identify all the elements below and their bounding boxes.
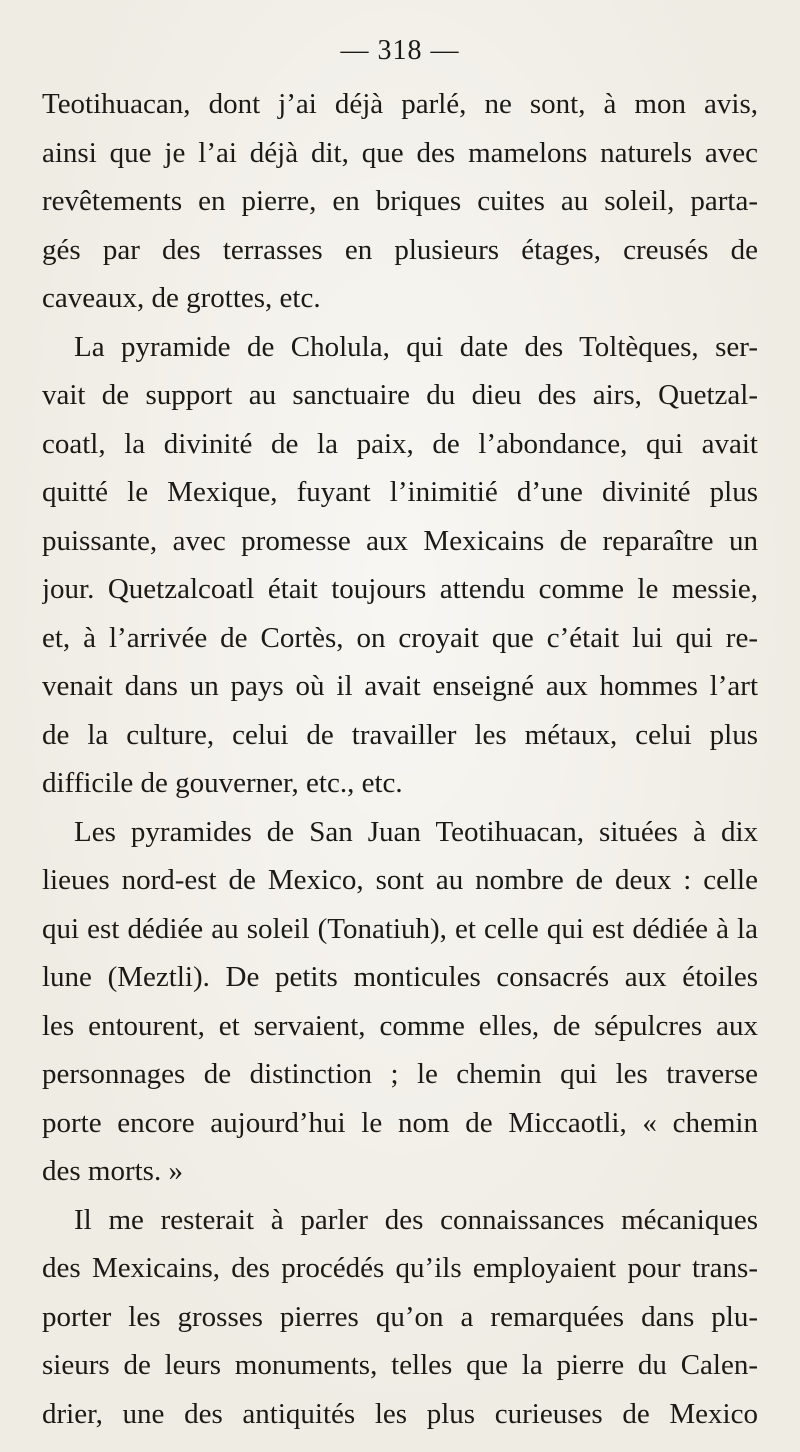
text-line: La pyramide de Cholula, qui date des Toltèques, ser- bbox=[74, 330, 758, 363]
text-line: les entourent, et servaient, comme elles, de sépulcres aux bbox=[42, 1009, 758, 1042]
text-line: des morts. » bbox=[42, 1155, 183, 1187]
text-line: de la culture, celui de travailler les métaux, celui plus bbox=[42, 718, 758, 751]
paragraph-2 bbox=[42, 323, 758, 808]
text-line: lieues nord-est de Mexico, sont au nombre de deux : celle bbox=[42, 864, 758, 896]
text-line: des Mexicains, des procédés qu’ils employaient pour trans- bbox=[42, 1252, 758, 1284]
text-line: porte encore aujourd’hui le nom de Miccaotli, « chemin bbox=[42, 1106, 758, 1139]
paragraph-3 bbox=[42, 808, 758, 1196]
text-line: porter les grosses pierres qu’on a remarquées dans plu- bbox=[42, 1300, 758, 1333]
text-line: sieurs de leurs monuments, telles que la pierre du Calen- bbox=[42, 1349, 758, 1381]
text-line: quitté le Mexique, fuyant l’inimitié d’une divinité plus bbox=[42, 476, 758, 508]
text-line: qui est dédiée au soleil (Tonatiuh), et celle qui est dédiée à la bbox=[42, 912, 758, 945]
text-line: gés par des terrasses en plusieurs étages, creusés de bbox=[42, 233, 758, 266]
text-line: ainsi que je l’ai déjà dit, que des mamelons naturels avec bbox=[42, 136, 758, 169]
paragraph-1 bbox=[42, 80, 758, 323]
text-line: revêtements en pierre, en briques cuites au soleil, parta- bbox=[42, 185, 758, 217]
text-line: difficile de gouverner, etc., etc. bbox=[42, 767, 403, 799]
paragraph-4 bbox=[42, 1196, 758, 1439]
text-line: coatl, la divinité de la paix, de l’abondance, qui avait bbox=[42, 427, 758, 460]
body-text bbox=[42, 80, 758, 1438]
text-line: puissante, avec promesse aux Mexicains de reparaître un bbox=[42, 524, 758, 557]
text-line: venait dans un pays où il avait enseigné aux hommes l’art bbox=[42, 670, 758, 702]
text-line: Les pyramides de San Juan Teotihuacan, situées à dix bbox=[74, 815, 758, 848]
text-line: drier, une des antiquités les plus curieuses de Mexico bbox=[42, 1397, 758, 1430]
page-number: — 318 — bbox=[340, 35, 460, 66]
text-line: personnages de distinction ; le chemin qui les traverse bbox=[42, 1058, 758, 1090]
text-line: Teotihuacan, dont j’ai déjà parlé, ne sont, à mon avis, bbox=[42, 88, 758, 120]
text-line: Il me resterait à parler des connaissances mécaniques bbox=[74, 1203, 758, 1236]
text-line: jour. Quetzalcoatl était toujours attendu comme le messie, bbox=[42, 573, 758, 605]
text-line: lune (Meztli). De petits monticules consacrés aux étoiles bbox=[42, 961, 758, 993]
text-line: vait de support au sanctuaire du dieu des airs, Quetzal- bbox=[42, 379, 758, 411]
text-line: caveaux, de grottes, etc. bbox=[42, 282, 321, 314]
text-line: et, à l’arrivée de Cortès, on croyait que c’était lui qui re- bbox=[42, 621, 758, 654]
